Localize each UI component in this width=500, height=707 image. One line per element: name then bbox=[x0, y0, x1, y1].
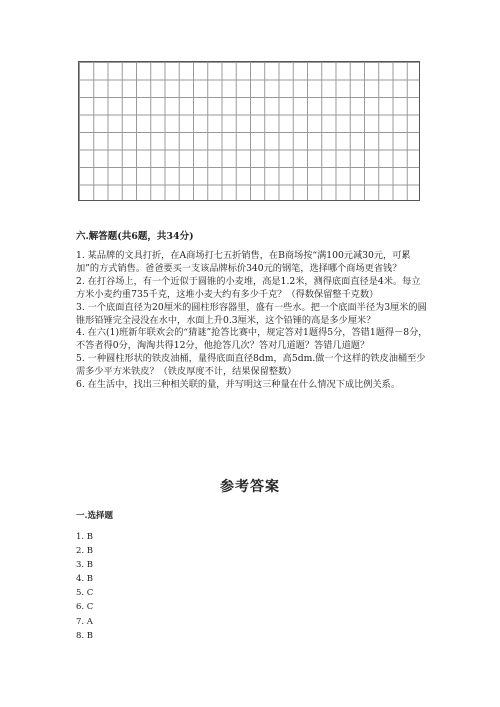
answer-item: 5. C bbox=[76, 588, 94, 599]
answer-item: 6. C bbox=[76, 602, 94, 613]
question-item: 3. 一个底面直径为20厘米的圆柱形容器里，盛有一些水。把一个底面半径为3厘米的圆锥形铅锤完全浸没在水中，水面上升0.3厘米，这个铅锤的高是多少厘米？ bbox=[76, 301, 427, 326]
answer-item: 2. B bbox=[76, 546, 94, 557]
question-item: 4. 在六(1)班新年联欢会的“猜谜”抢答比赛中，规定答对1题得5分，答错1题得－8分，不答者得0分，淘淘共得12分，他抢答几次？答对几道题？答错几道题？ bbox=[76, 327, 428, 352]
answer-item: 4. B bbox=[76, 574, 94, 585]
answer-item: 1. B bbox=[76, 532, 94, 542]
question-item: 2. 在打谷场上，有一个近似于圆锥的小麦堆，高是1.2米，测得底面直径是4米。每立方米小麦约重735千克，这堆小麦大约有多少千克？（得数保留整千克数） bbox=[76, 275, 421, 300]
answer-list bbox=[76, 530, 93, 643]
section-six-title: 六.解答题(共6题，共34分) bbox=[76, 231, 194, 242]
writing-grid bbox=[78, 61, 420, 201]
answer-key-title: 参考答案 bbox=[220, 479, 280, 495]
answer-item: 8. B bbox=[76, 630, 94, 641]
question-item: 1. 某品牌的文具打折，在A商场打七五折销售，在B商场按“满100元减30元，可累加”的方式销售。爸爸要买一支该品牌标价340元的钢笔，选择哪个商场更省钱？ bbox=[76, 250, 411, 274]
question-item: 6. 在生活中，找出三种相关联的量，并写明这三种量在什么情况下成比例关系。 bbox=[76, 379, 401, 391]
question-list bbox=[76, 250, 428, 392]
question-item: 5. 一种圆柱形状的铁皮油桶，量得底面直径8dm，高5dm.做一个这样的铁皮油桶至少需多少平方米铁皮？（铁皮厚度不计，结果保留整数） bbox=[76, 353, 426, 378]
answer-section-title: 一.选择题 bbox=[76, 511, 113, 521]
answer-item: 3. B bbox=[76, 560, 94, 571]
answer-item: 7. A bbox=[76, 616, 93, 627]
